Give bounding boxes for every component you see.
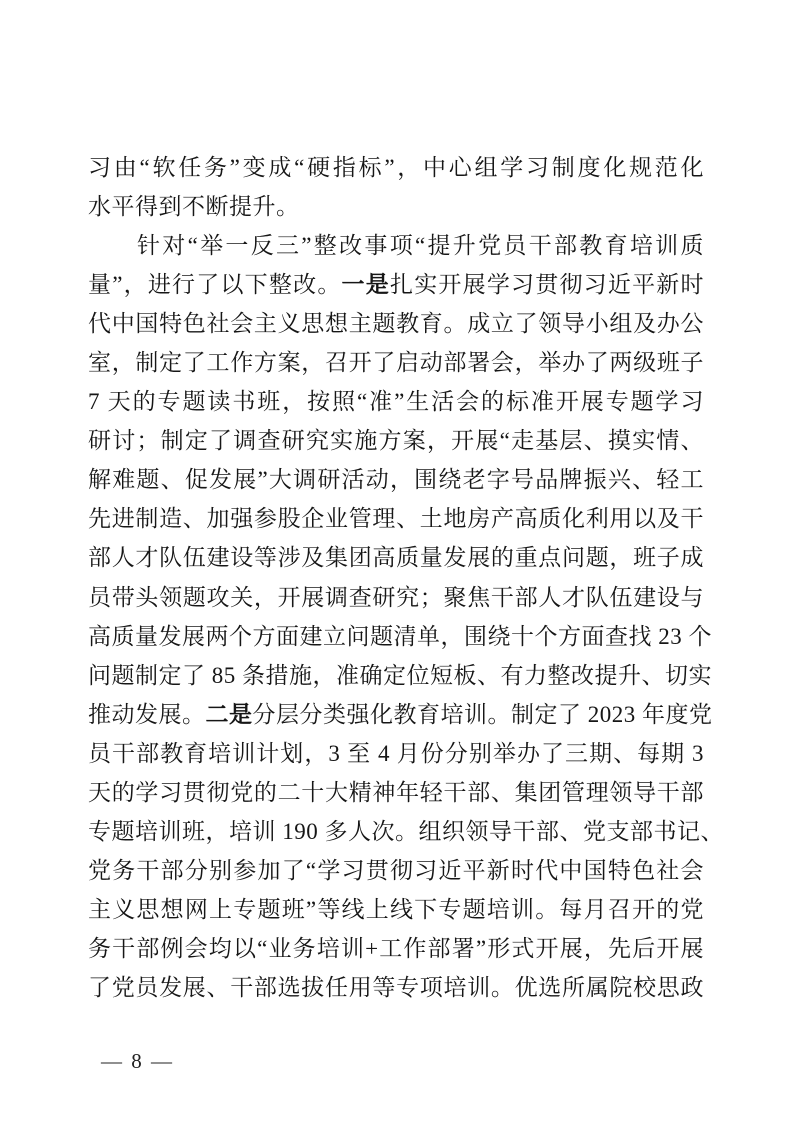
text-line bbox=[88, 265, 704, 304]
text-segment: 专题培训班，培训 190 多人次。组织领导干部、党支部书记、 bbox=[88, 818, 724, 844]
text-segment: 研讨；制定了调查研究实施方案，开展“走基层、摸实情、 bbox=[88, 428, 704, 454]
text-line bbox=[88, 578, 704, 617]
bold-text-segment: 一是 bbox=[341, 272, 390, 298]
text-line bbox=[88, 734, 704, 773]
text-line bbox=[88, 460, 704, 499]
text-segment: 了党员发展、干部选拔任用等专项培训。优选所属院校思政 bbox=[88, 974, 704, 1000]
text-segment: 员干部教育培训计划，3 至 4 月份分别举办了三期、每期 3 bbox=[88, 740, 704, 766]
text-line bbox=[88, 695, 713, 734]
text-line bbox=[88, 617, 712, 656]
text-line bbox=[88, 773, 704, 812]
bold-text-segment: 二是 bbox=[205, 701, 253, 727]
text-segment: 分层分类强化教育培训。制定了 2023 年度党 bbox=[252, 701, 713, 727]
text-line bbox=[88, 538, 704, 577]
text-segment: 扎实开展学习贯彻习近平新时 bbox=[389, 272, 705, 298]
text-line bbox=[88, 382, 704, 421]
page-number: — 8 — bbox=[101, 1049, 174, 1073]
text-line bbox=[88, 148, 704, 187]
text-segment: 问题制定了 85 条措施，准确定位短板、有力整改提升、切实 bbox=[88, 662, 712, 688]
text-segment: 水平得到不断提升。 bbox=[88, 194, 300, 220]
text-line bbox=[88, 499, 704, 538]
text-segment: 先进制造、加强参股企业管理、土地房产高质化利用以及干 bbox=[88, 506, 704, 532]
text-segment: 高质量发展两个方面建立问题清单，围绕十个方面查找 23 个 bbox=[88, 623, 712, 649]
text-line bbox=[88, 421, 704, 460]
text-segment: 室，制定了工作方案，召开了启动部署会，举办了两级班子 bbox=[88, 350, 704, 376]
text-line bbox=[88, 968, 704, 1007]
text-segment: 务干部例会均以“业务培训+工作部署”形式开展，先后开展 bbox=[88, 935, 704, 961]
text-line bbox=[88, 890, 704, 929]
text-segment: 量”，进行了以下整改。 bbox=[88, 272, 342, 298]
text-segment: 天的学习贯彻党的二十大精神年轻干部、集团管理领导干部 bbox=[88, 779, 704, 805]
text-line bbox=[88, 304, 704, 343]
text-line bbox=[88, 851, 704, 890]
body-text bbox=[88, 148, 724, 1007]
text-line bbox=[88, 812, 724, 851]
text-segment: 党务干部分别参加了“学习贯彻习近平新时代中国特色社会 bbox=[88, 857, 704, 883]
text-line bbox=[88, 187, 704, 226]
text-line bbox=[88, 343, 704, 382]
text-segment: 针对“举一反三”整改事项“提升党员干部教育培训质 bbox=[137, 233, 704, 259]
text-segment: 习由“软任务”变成“硬指标”，中心组学习制度化规范化 bbox=[88, 155, 704, 180]
text-segment: 解难题、促发展”大调研活动，围绕老字号品牌振兴、轻工 bbox=[88, 467, 704, 493]
text-segment: 主义思想网上专题班”等线上线下专题培训。每月召开的党 bbox=[88, 896, 704, 922]
text-line bbox=[88, 226, 704, 265]
text-segment: 部人才队伍建设等涉及集团高质量发展的重点问题，班子成 bbox=[88, 545, 704, 571]
text-segment: 代中国特色社会主义思想主题教育。成立了领导小组及办公 bbox=[88, 311, 704, 337]
text-segment: 7 天的专题读书班，按照“准”生活会的标准开展专题学习 bbox=[88, 389, 704, 415]
text-segment: 员带头领题攻关，开展调查研究；聚焦干部人才队伍建设与 bbox=[88, 584, 704, 610]
text-line bbox=[88, 929, 704, 968]
text-line bbox=[88, 656, 712, 695]
text-segment: 推动发展。 bbox=[88, 701, 206, 727]
